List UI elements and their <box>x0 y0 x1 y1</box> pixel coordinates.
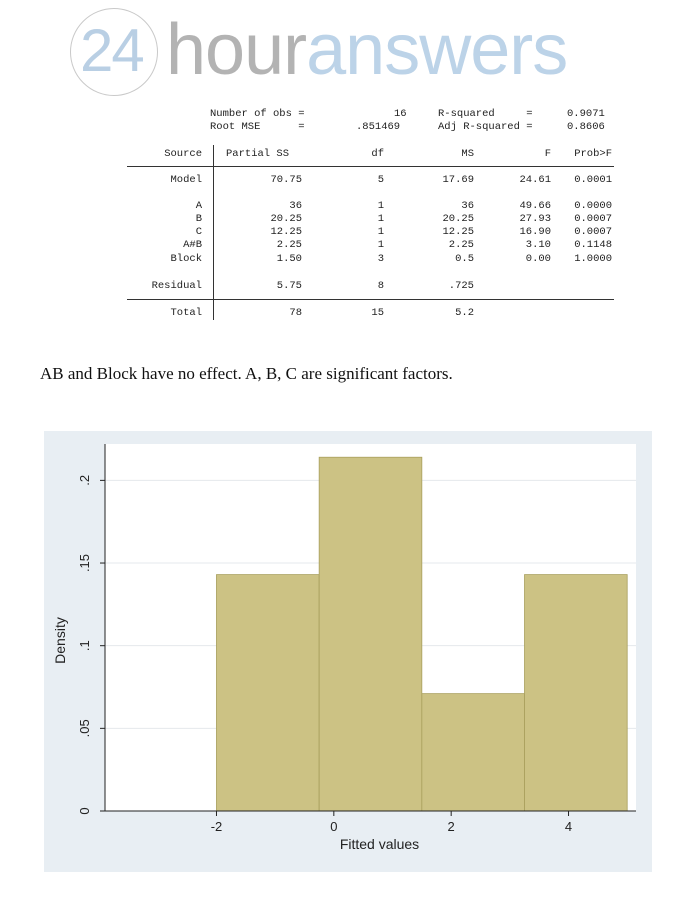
header-source: Source <box>164 148 202 160</box>
row-model-prob-f-cell: 0.0001 <box>574 174 612 186</box>
row-term-1-source-cell: B <box>195 213 202 225</box>
nobs-value: 16 <box>394 108 407 120</box>
row-term-2-f-cell: 16.90 <box>519 226 551 238</box>
table-rule-header <box>127 166 614 167</box>
rmse-value: .851469 <box>356 121 401 133</box>
r2-label: R-squared = <box>438 108 533 120</box>
row-term-1-partial-ss-cell: 20.25 <box>270 213 302 225</box>
x-axis-title: Fitted values <box>339 836 420 852</box>
logo-wordmark <box>166 8 567 92</box>
row-residual-df-cell: 8 <box>377 280 384 292</box>
x-tick-label: 2 <box>447 819 455 834</box>
row-term-4-f-cell: 0.00 <box>525 253 551 265</box>
histogram-bar <box>216 575 319 811</box>
rmse-label: Root MSE = <box>210 121 305 133</box>
row-term-2-partial-ss-cell: 12.25 <box>270 226 302 238</box>
row-term-0-ms-cell: 36 <box>461 200 474 212</box>
row-model-ms-cell: 17.69 <box>442 174 474 186</box>
row-total-ms-cell: 5.2 <box>455 307 474 319</box>
row-term-2-ms-cell: 12.25 <box>442 226 474 238</box>
y-tick-label: .05 <box>77 719 92 738</box>
x-tick-label: -2 <box>210 819 223 834</box>
row-model-partial-ss-cell: 70.75 <box>270 174 302 186</box>
row-term-4-df-cell: 3 <box>377 253 384 265</box>
y-tick-label: .1 <box>77 640 92 652</box>
row-term-3-ms-cell: 2.25 <box>448 239 474 251</box>
row-model-df-cell: 5 <box>377 174 384 186</box>
row-term-4-source-cell: Block <box>170 253 202 265</box>
row-term-2-df-cell: 1 <box>377 226 384 238</box>
row-term-2-source-cell: C <box>195 226 202 238</box>
row-term-1-prob-f-cell: 0.0007 <box>574 213 612 225</box>
row-term-4-ms-cell: 0.5 <box>455 253 474 265</box>
x-tick-label: 4 <box>564 819 573 834</box>
histogram-chart <box>44 431 652 872</box>
header-f: F <box>544 148 551 160</box>
nobs-label: Number of obs = <box>210 108 305 120</box>
row-term-3-prob-f-cell: 0.1148 <box>574 239 612 251</box>
histogram-bar <box>525 575 628 811</box>
row-total-source-cell: Total <box>170 307 202 319</box>
row-residual-ms-cell: .725 <box>448 280 474 292</box>
adj-r2-label: Adj R-squared = <box>438 121 533 133</box>
row-term-2-prob-f-cell: 0.0007 <box>574 226 612 238</box>
table-rule-vertical <box>213 145 214 320</box>
row-term-0-f-cell: 49.66 <box>519 200 551 212</box>
row-term-3-f-cell: 3.10 <box>525 239 551 251</box>
row-total-df-cell: 15 <box>371 307 384 319</box>
y-tick-label: 0 <box>77 807 92 815</box>
row-term-0-partial-ss-cell: 36 <box>289 200 302 212</box>
row-term-4-partial-ss-cell: 1.50 <box>276 253 302 265</box>
row-residual-partial-ss-cell: 5.75 <box>276 280 302 292</box>
logo-word-answers: answers <box>306 10 568 90</box>
table-rule-total <box>127 299 614 300</box>
adj-r2-value: 0.8606 <box>567 121 605 133</box>
row-term-0-df-cell: 1 <box>377 200 384 212</box>
x-tick-label: 0 <box>330 819 338 834</box>
header-prob-f: Prob>F <box>574 148 612 160</box>
y-axis-title: Density <box>52 617 68 664</box>
y-tick-label: .15 <box>77 553 92 573</box>
header-ms: MS <box>461 148 474 160</box>
row-term-3-partial-ss-cell: 2.25 <box>276 239 302 251</box>
logo-number: 24 <box>80 17 143 84</box>
histogram-panel <box>44 431 652 872</box>
row-term-1-df-cell: 1 <box>377 213 384 225</box>
row-term-4-prob-f-cell: 1.0000 <box>574 253 612 265</box>
r2-value: 0.9071 <box>567 108 605 120</box>
row-term-3-source-cell: A#B <box>183 239 202 251</box>
header-df: df <box>371 148 384 160</box>
row-model-f-cell: 24.61 <box>519 174 551 186</box>
y-tick-label: .2 <box>77 474 92 486</box>
logo-word-hour: hour <box>166 10 307 90</box>
row-term-0-prob-f-cell: 0.0000 <box>574 200 612 212</box>
logo-watermark <box>70 8 630 98</box>
row-term-3-df-cell: 1 <box>377 239 384 251</box>
row-term-0-source-cell: A <box>195 200 202 212</box>
row-residual-source-cell: Residual <box>151 280 202 292</box>
header-partial-ss: Partial SS <box>226 148 290 160</box>
row-model-source-cell: Model <box>170 174 202 186</box>
conclusion-text: AB and Block have no effect. A, B, C are significant factors. <box>40 364 453 383</box>
histogram-bar <box>319 457 422 811</box>
row-term-1-f-cell: 27.93 <box>519 213 551 225</box>
histogram-bar <box>422 694 525 811</box>
row-term-1-ms-cell: 20.25 <box>442 213 474 225</box>
row-total-partial-ss-cell: 78 <box>289 307 302 319</box>
